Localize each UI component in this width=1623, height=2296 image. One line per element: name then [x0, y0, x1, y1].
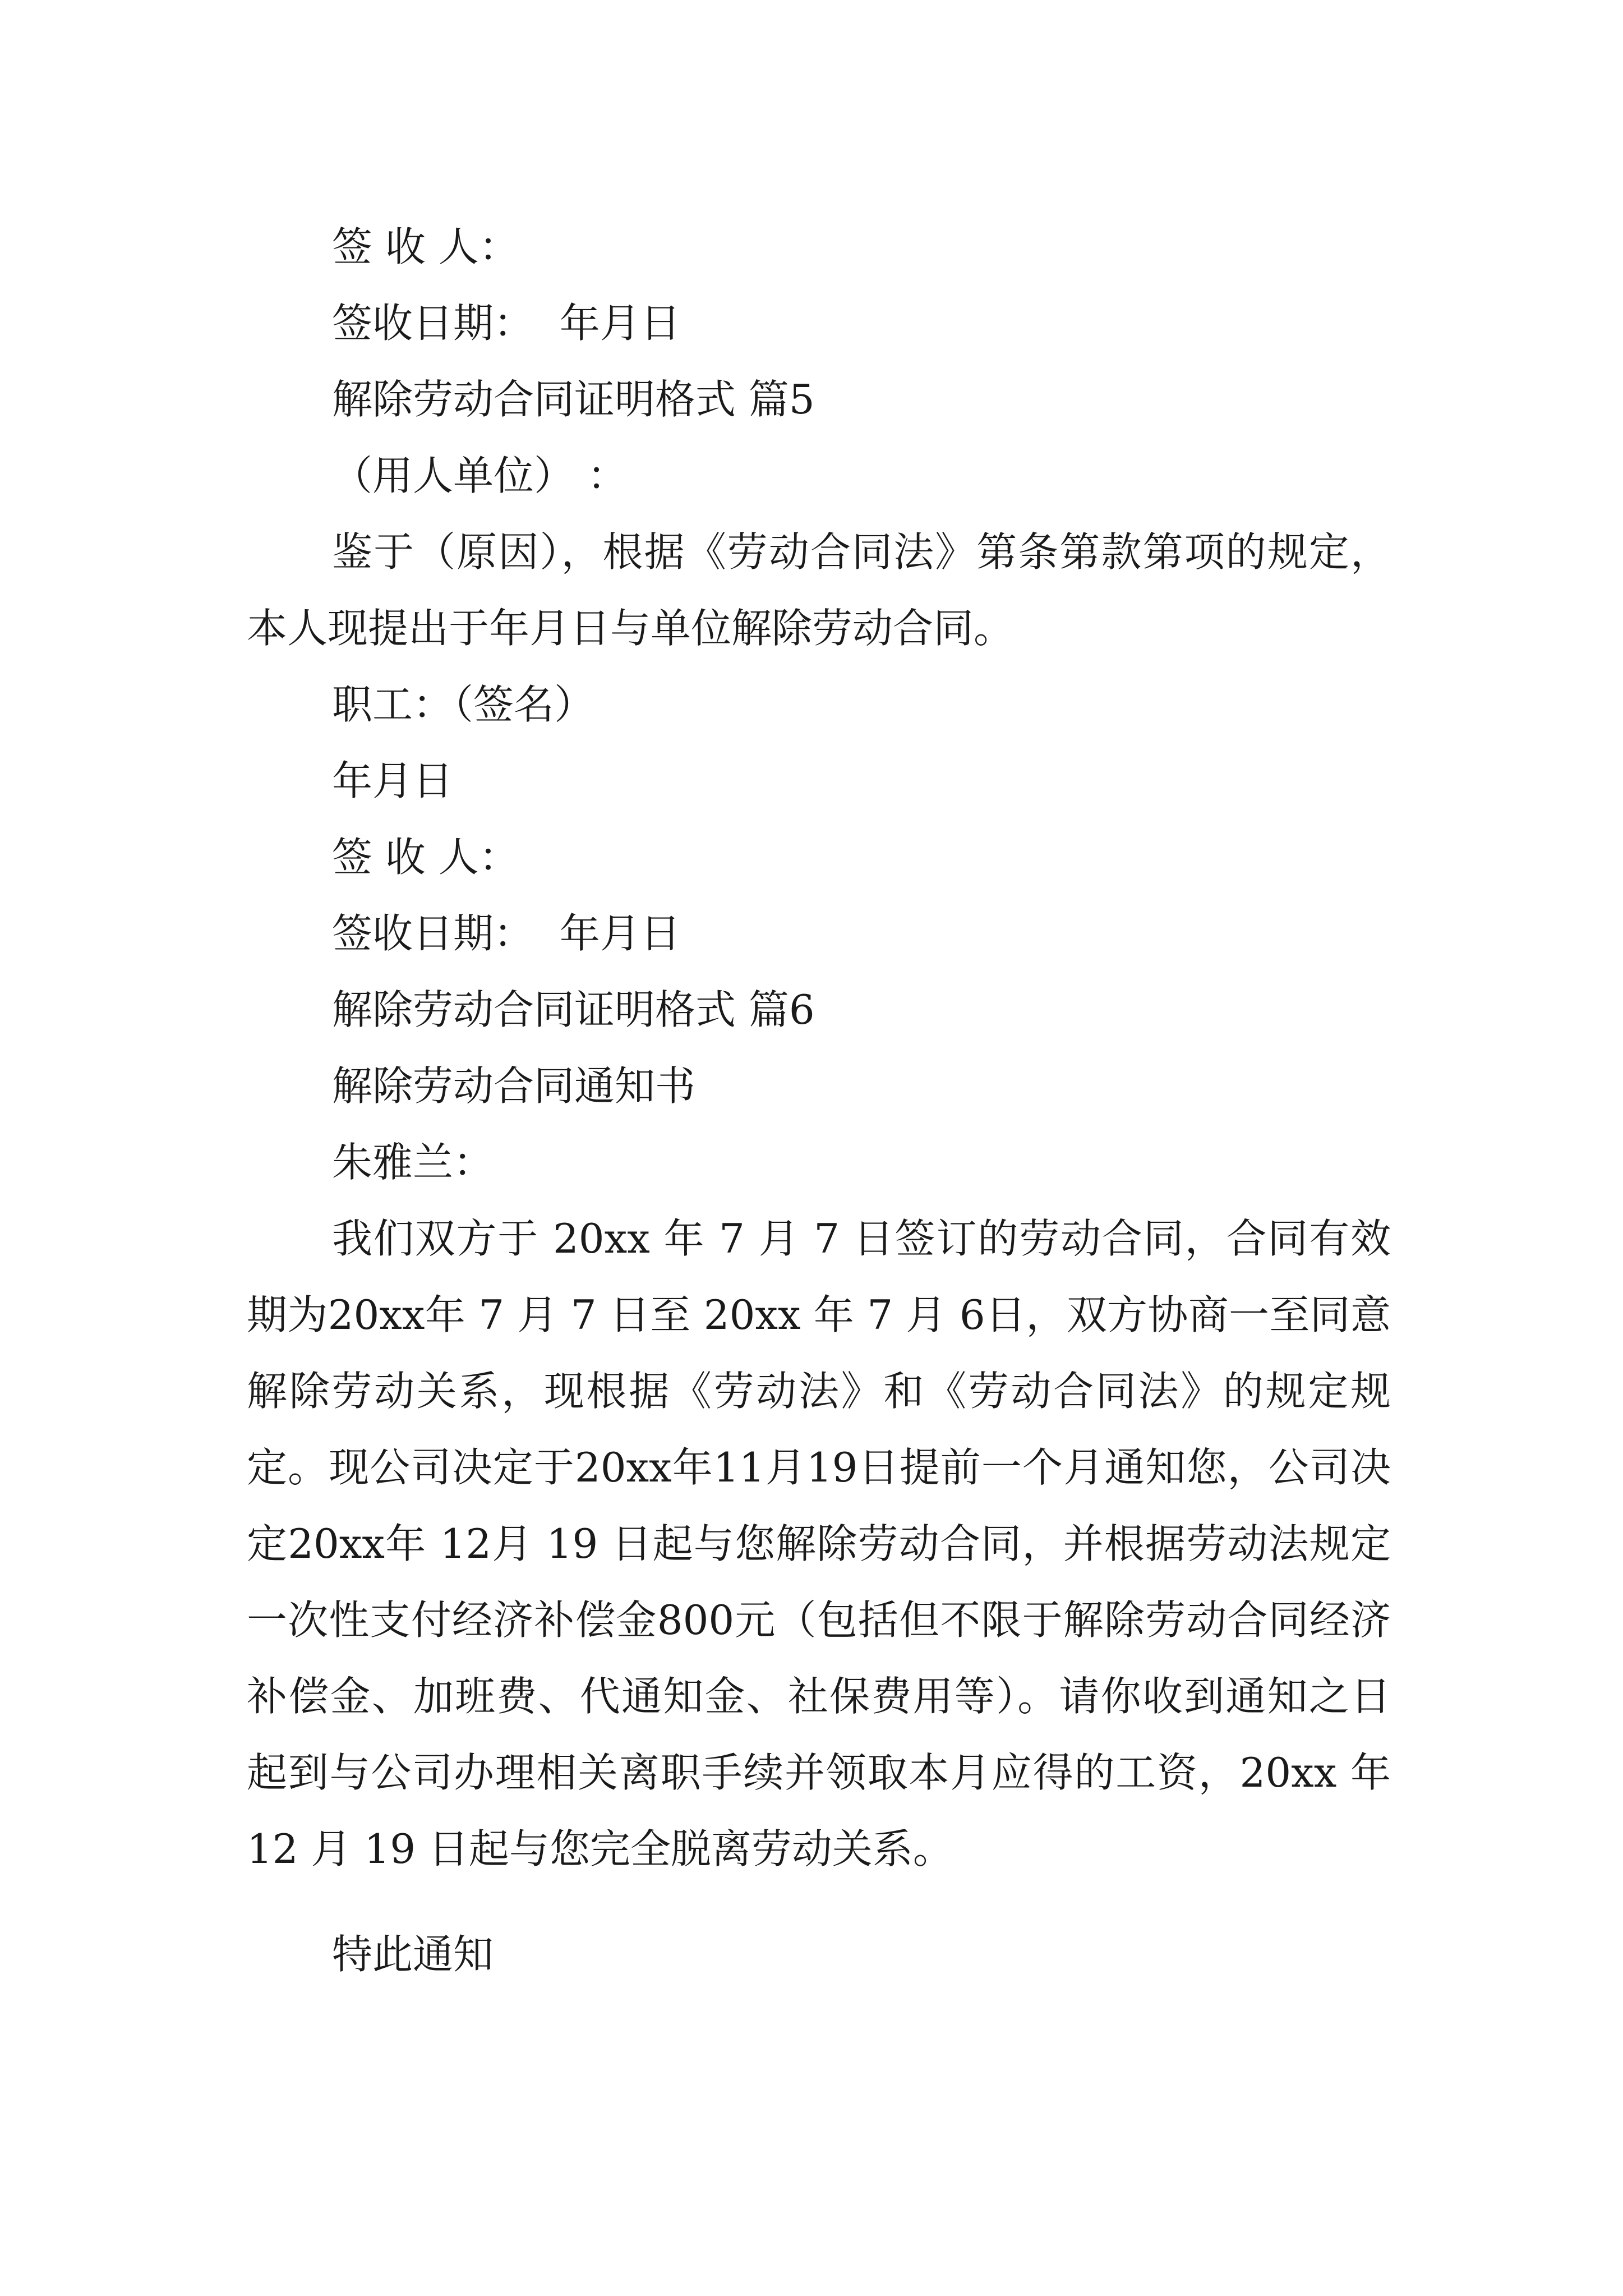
resignation-paragraph: 鉴于（原因），根据《劳动合同法》第条第款第项的规定，本人现提出于年月日与单位解除劳动合同。: [247, 528, 1391, 652]
document-body: [247, 209, 1404, 1993]
section-heading-6: 解除劳动合同证明格式 篇6: [332, 986, 815, 1033]
employee-signature-line: 职工：（签名）: [332, 681, 595, 728]
date-line: 年月日: [332, 757, 454, 804]
recipient-name: 朱雅兰：: [332, 1139, 494, 1186]
signer-line-1: 签 收 人：: [332, 223, 519, 270]
closing-line: 特此通知: [332, 1931, 494, 1978]
notice-title: 解除劳动合同通知书: [332, 1062, 696, 1110]
section-heading-5: 解除劳动合同证明格式 篇5: [332, 376, 815, 423]
employer-line: （用人单位） ：: [332, 452, 628, 499]
notice-paragraph: 我们双方于 20xx 年 7 月 7 日签订的劳动合同，合同有效期为20xx年 7 月 7 日至 20xx 年 7 月 6日，双方协商一至同意解除劳动关系，现根据《劳动法》和《劳动合同法》的规定规定。现公司决定于20xx年11月19日提前一个月通知您，公司决定20xx年 12月 19 日起与您解除劳动合同，并根据劳动法规定一次性支付经济补偿金800元（包括但不限于解除劳动合同经济补偿金、加班费、代通知金、社保费用等）。请你收到通知之日起到与公司办理相关离职手续并领取本月应得的工资，20xx 年 12 月 19 日起与您完全脱离劳动关系。: [247, 1215, 1404, 1872]
sign-date-line-1: 签收日期： 年月日: [332, 300, 681, 347]
paragraph-gap: [247, 1887, 1391, 1916]
sign-date-line-2: 签收日期： 年月日: [332, 910, 681, 957]
signer-line-2: 签 收 人：: [332, 834, 519, 881]
